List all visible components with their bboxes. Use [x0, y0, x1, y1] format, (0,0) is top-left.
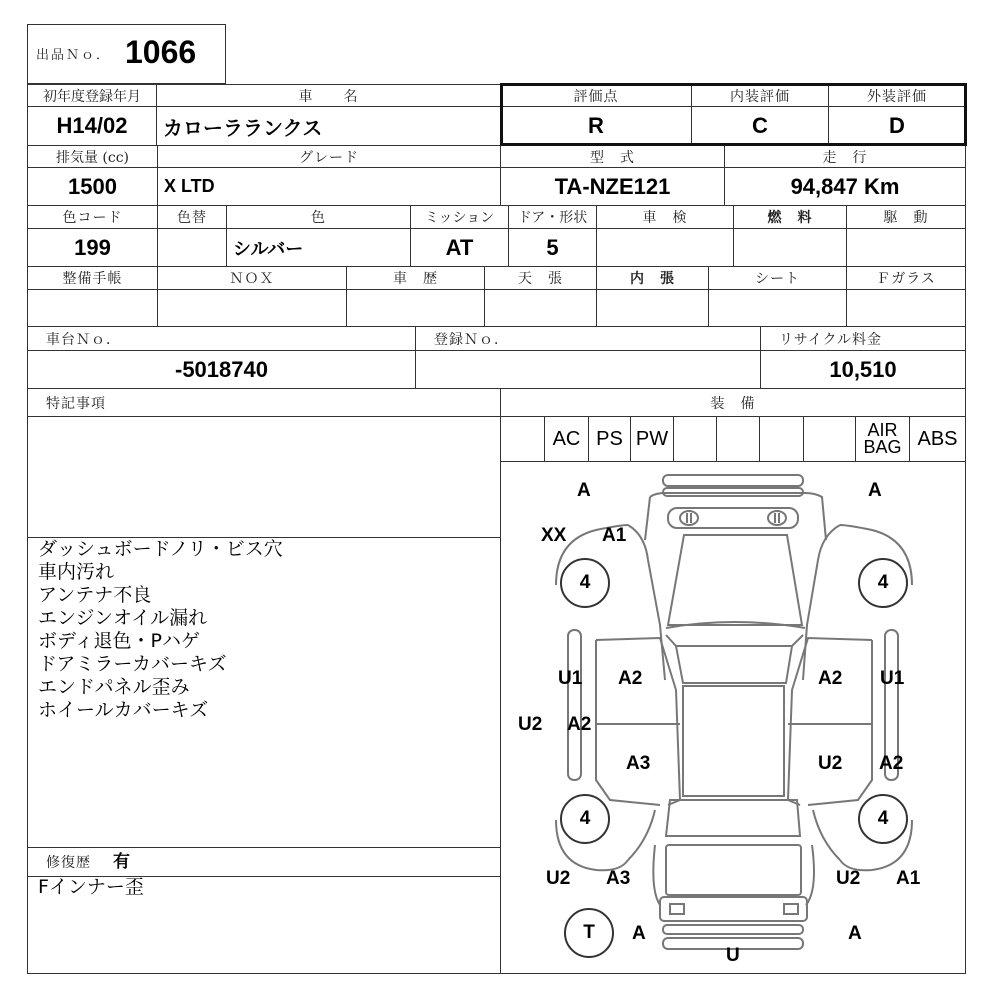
mark-left-a2: A2 [618, 668, 643, 689]
score-value: R [588, 113, 604, 138]
tire-front-right: 4 [858, 558, 908, 608]
equipment-slot-1 [501, 417, 544, 461]
mark-bottom-u: U [726, 945, 740, 966]
inspection-value [597, 229, 733, 266]
mileage-label: 走 行 [822, 150, 868, 166]
door-value: 5 [546, 234, 559, 260]
recycle-label: リサイクル料金 [779, 331, 883, 348]
repair-value: 有 [113, 852, 130, 872]
equipment-slot-8 [804, 417, 855, 461]
f-glass-label: Ｆガラス [876, 271, 936, 287]
equipment-airbag: AIR BAG [863, 420, 902, 457]
color-code-value: 199 [74, 234, 111, 260]
equipment-slot-7 [760, 417, 803, 461]
color-change-label: 色替 [177, 210, 207, 226]
interior-label: 内装評価 [730, 89, 790, 105]
model-label: 型 式 [590, 150, 635, 166]
recycle-value: 10,510 [829, 356, 897, 382]
color-code-label: 色コード [62, 210, 123, 226]
mark-roof-a3: A3 [626, 753, 651, 774]
mark-rear-right-a: A [848, 923, 862, 944]
tire-rear-left: 4 [560, 794, 610, 844]
mark-rear-a3: A3 [606, 868, 631, 889]
mileage-value: 94,847 Km [790, 173, 900, 199]
mark-rear-right-a1: A1 [896, 868, 921, 889]
mark-rear-right-u2: U2 [836, 868, 861, 889]
spare-tire: T [564, 908, 614, 958]
reg-date-label: 初年度登録年月 [43, 89, 141, 105]
fuel-value [734, 229, 846, 266]
car-name-value: カローラランクス [163, 115, 323, 140]
drive-value [847, 229, 965, 266]
remark-line: アンテナ不良 [38, 584, 152, 606]
color-label: 色 [311, 210, 326, 226]
mission-label: ミッション [424, 210, 495, 226]
displacement-label: 排気量 (cc) [55, 150, 130, 166]
equipment-slot-6 [717, 417, 759, 461]
inspection-label: 車 検 [642, 210, 688, 226]
remark-line: エンドパネル歪み [38, 676, 190, 698]
repair-label: 修復歴 [46, 855, 91, 871]
model-value: TA-NZE121 [554, 173, 671, 199]
mark-right-a2b: A2 [879, 753, 904, 774]
remark-line: 車内汚れ [38, 561, 115, 583]
maintenance-label: 整備手帳 [62, 271, 123, 287]
equipment-ac: AC [552, 427, 581, 450]
score-label: 評価点 [573, 89, 619, 105]
remark-line: ドアミラーカバーキズ [38, 653, 227, 675]
repair-detail: Fインナー歪 [38, 876, 144, 898]
chassis-value: -5018740 [175, 356, 268, 382]
fuel-label: 燃 料 [767, 210, 813, 226]
mark-left-u2: U2 [518, 714, 543, 735]
equipment-label: 装 備 [710, 395, 756, 412]
registration-label: 登録Ｎｏ． [434, 331, 509, 348]
lot-number: 1066 [125, 34, 197, 70]
mark-front-left-corner: A [577, 480, 591, 501]
mark-front-left-xx: XX [541, 525, 567, 546]
roof-label: 天 張 [518, 271, 563, 287]
remark-line: ボディ退色・Pハゲ [38, 630, 200, 652]
remark-line: エンジンオイル漏れ [38, 607, 208, 629]
door-label: ドア・形状 [517, 210, 588, 226]
mark-left-u1: U1 [558, 668, 583, 689]
color-change-value [158, 229, 226, 266]
nox-label: ＮＯＸ [229, 271, 275, 287]
displacement-value: 1500 [68, 173, 117, 199]
grade-value: X LTD [164, 176, 215, 196]
remark-line: ダッシュボードノリ・ビス穴 [38, 538, 283, 560]
remarks-label: 特記事項 [46, 395, 106, 412]
car-name-label: 車 名 [298, 89, 359, 105]
lot-label: 出品Ｎｏ． [36, 47, 112, 63]
interior-value: C [752, 113, 768, 138]
mark-right-u2: U2 [818, 753, 843, 774]
history-label: 車 歴 [393, 271, 438, 287]
seat-label: シート [755, 271, 800, 287]
equipment-pw: PW [635, 427, 669, 450]
mark-right-u1: U1 [880, 668, 905, 689]
mark-front-left-a1: A1 [602, 525, 627, 546]
tire-rear-right: 4 [858, 794, 908, 844]
interior-lining-label: 内 張 [630, 271, 675, 287]
mark-left-a2b: A2 [567, 714, 592, 735]
remark-line: ホイールカバーキズ [38, 699, 209, 721]
tire-front-left: 4 [560, 558, 610, 608]
remarks-list [38, 538, 493, 722]
drive-label: 駆 動 [883, 210, 929, 226]
equipment-abs: ABS [917, 427, 958, 450]
mission-value: AT [445, 234, 474, 260]
color-value: シルバー [233, 238, 304, 260]
chassis-label: 車台Ｎｏ． [46, 331, 121, 348]
equipment-ps: PS [596, 427, 623, 450]
exterior-value: D [889, 113, 905, 138]
grade-label: グレード [299, 150, 359, 166]
mark-rear-left-u2: U2 [546, 868, 571, 889]
mark-rear-left-a: A [632, 923, 646, 944]
reg-date-value: H14/02 [56, 113, 128, 138]
mark-right-a2: A2 [818, 668, 843, 689]
registration-value [416, 351, 760, 388]
mark-front-right-corner: A [868, 480, 882, 501]
exterior-label: 外装評価 [867, 89, 927, 105]
equipment-slot-5 [674, 417, 716, 461]
